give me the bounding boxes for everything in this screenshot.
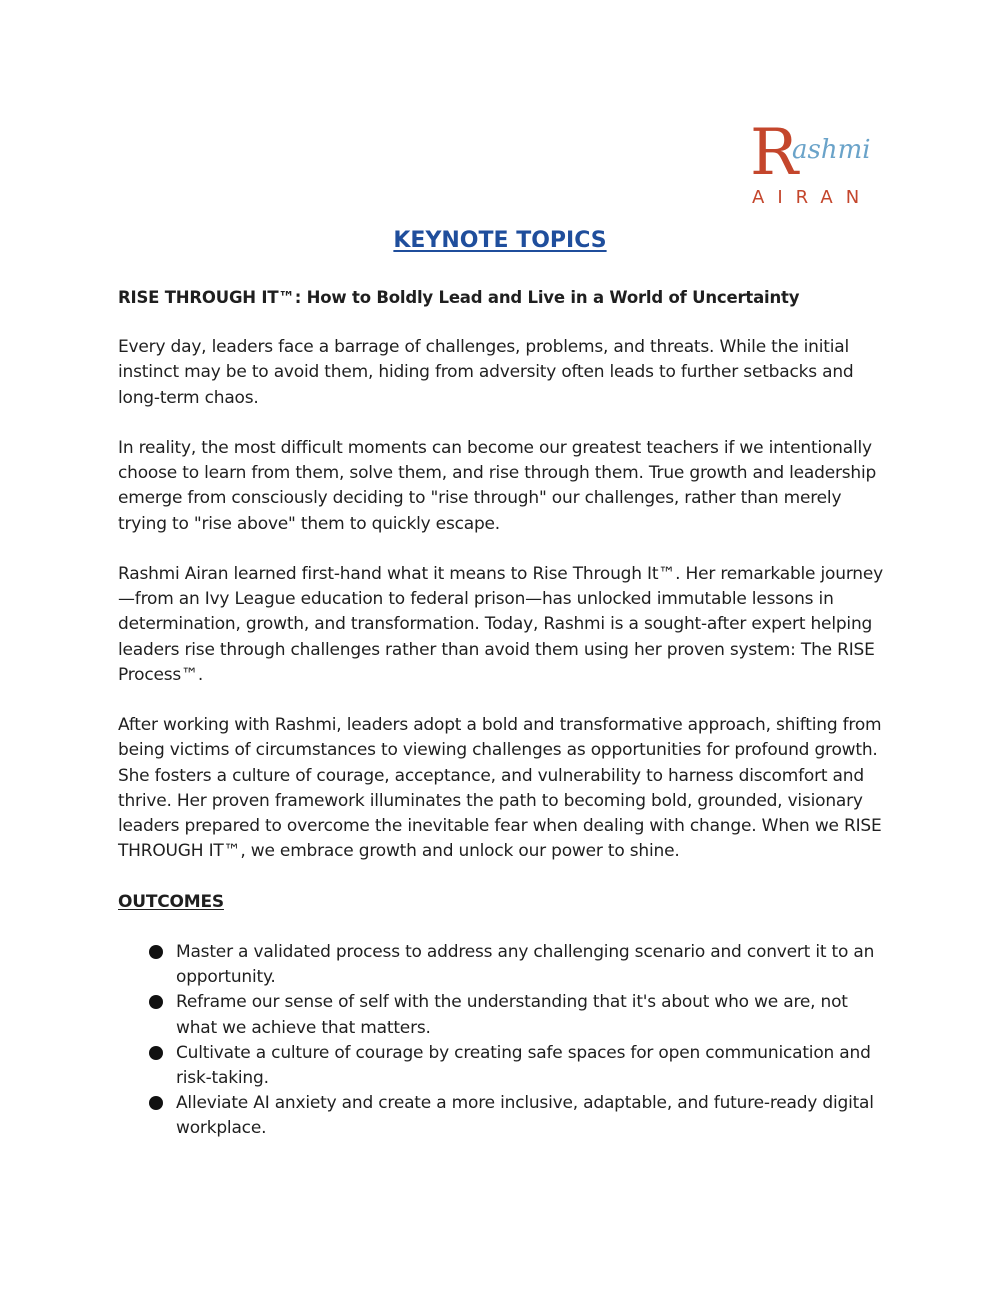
paragraph: After working with Rashmi, leaders adopt a bold and transformative approach, shifting from being victims of circumstances to viewing challenges as opportunities for profound growth. She fosters a culture of courage, acceptance, and vulnerability to harness discomfort and thrive. Her proven framework illuminates the path to becoming bold, grounded, visionary leaders prepared to overcome the inevitable fear when dealing with change. When we RISE THROUGH IT™, we embrace growth and unlock our power to shine. [118,715,882,862]
paragraph: In reality, the most difficult moments can become our greatest teachers if we intentionally choose to learn from them, solve them, and rise through them. True growth and leadership emerge from consciously deciding to "rise through" our challenges, rather than merely trying to "rise above" them to quickly escape. [118,438,877,534]
list-item-text: Cultivate a culture of courage by creating safe spaces for open communication and risk-taking. [176,1042,871,1089]
outcomes-list [118,940,890,1142]
bullet-icon [149,1096,163,1110]
document-body [118,285,890,1142]
list-item [176,1091,890,1141]
page-title: KEYNOTE TOPICS [393,228,607,253]
list-item-text: Alleviate AI anxiety and create a more inclusive, adaptable, and future-ready digital workplace. [176,1093,874,1139]
list-item [176,990,890,1040]
logo-mark [750,112,886,208]
list-item-text: Reframe our sense of self with the understanding that it's about who we are, not what we achieve that matters. [176,992,848,1038]
paragraph: Every day, leaders face a barrage of challenges, problems, and threats. While the initial instinct may be to avoid them, hiding from adversity often leads to further setbacks and long-term chaos. [118,337,854,408]
logo-script: ashmi [792,135,871,165]
bullet-icon [149,1046,163,1060]
rashmi-airan-logo [750,112,886,208]
logo-initial: R [750,116,799,190]
bullet-icon [149,995,163,1009]
list-item [176,940,890,990]
keynote-subtitle: RISE THROUGH IT™: How to Boldly Lead and Live in a World of Uncertainty [118,288,800,307]
list-item-text: Master a validated process to address any challenging scenario and convert it to an opportunity. [176,942,875,988]
logo-surname: AIRAN [752,187,873,208]
list-item [176,1041,890,1091]
bullet-icon [149,945,163,959]
outcomes-heading: OUTCOMES [118,891,224,912]
paragraph: Rashmi Airan learned first-hand what it means to Rise Through It™. Her remarkable journey—from an Ivy League education to federal prison—has unlocked immutable lessons in determination, growth, and transformation. Today, Rashmi is a sought-after expert helping leaders rise through challenges rather than avoid them using her proven system: The RISE Process™. [118,564,884,685]
